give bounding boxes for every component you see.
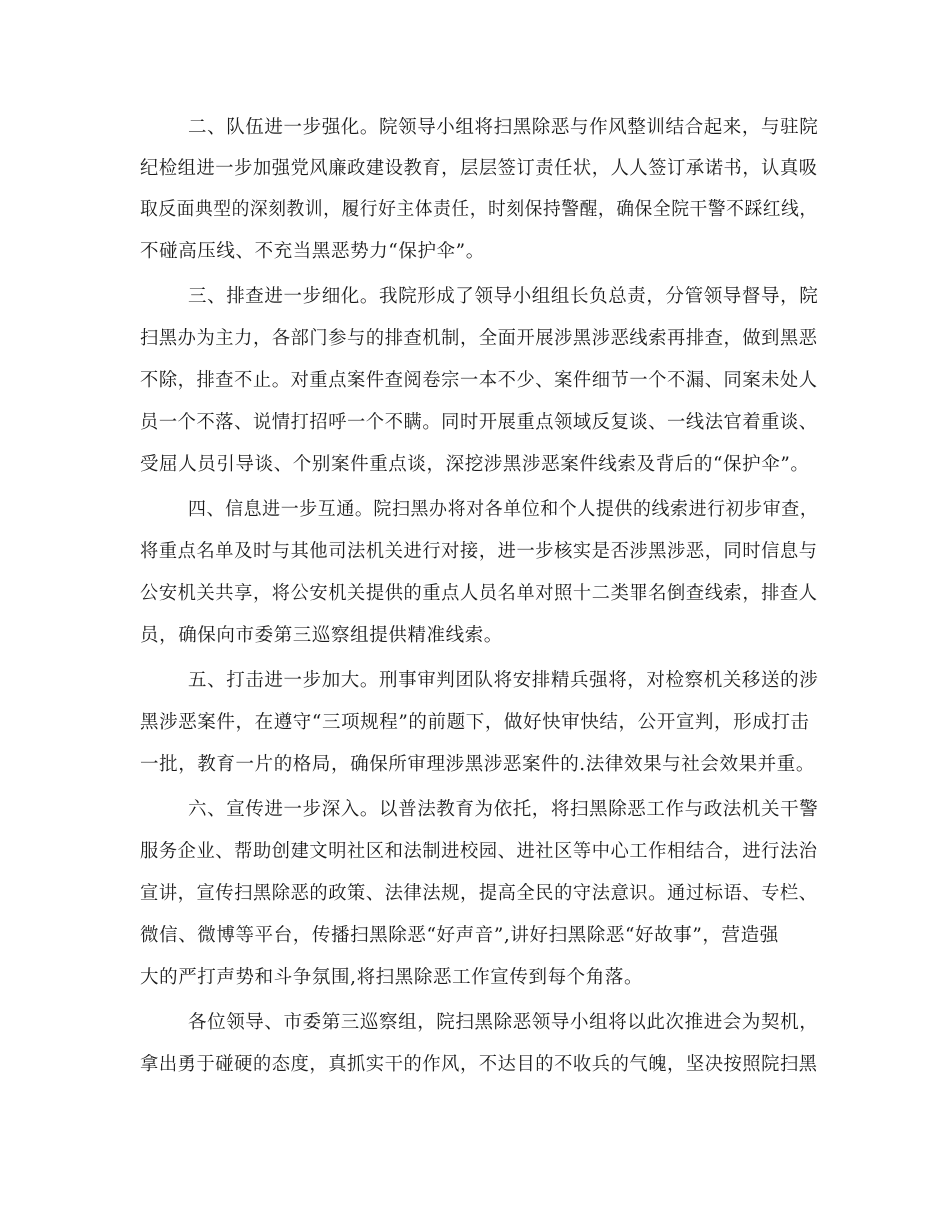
text-line: 二、队伍进一步强化。院领导小组将扫黑除恶与作风整训结合起来，与驻院 (188, 117, 819, 138)
text-line: 不碰高压线、不充当黑恶势力“保护伞”。 (140, 241, 485, 262)
text-line: 宣讲，宣传扫黑除恶的政策、法律法规，提高全民的守法意识。通过标语、专栏、 (140, 883, 818, 904)
text-line: 员，确保向市委第三巡察组提供精准线索。 (140, 625, 503, 646)
text-line: 各位领导、市委第三巡察组，院扫黑除恶领导小组将以此次推进会为契机， (188, 1012, 819, 1033)
text-line: 公安机关共享，将公安机关提供的重点人员名单对照十二类罪名倒查线索，排查人 (140, 583, 818, 604)
text-line: 微信、微博等平台，传播扫黑除恶“好声音”,讲好扫黑除恶“好故事”，营造强 (140, 925, 779, 946)
text-line: 受屈人员引导谈、个别案件重点谈，深挖涉黑涉恶案件线索及背后的“保护伞”。 (140, 454, 810, 475)
text-line: 六、宣传进一步深入。以普法教育为依托，将扫黑除恶工作与政法机关干警 (188, 799, 819, 820)
text-line: 三、排查进一步细化。我院形成了领导小组组长负总责，分管领导督导，院 (188, 286, 819, 307)
text-line: 五、打击进一步加大。刑事审判团队将安排精兵强将，对检察机关移送的涉 (188, 670, 819, 691)
text-line: 服务企业、帮助创建文明社区和法制进校园、进社区等中心工作相结合，进行法治 (140, 841, 818, 862)
text-line: 取反面典型的深刻教训，履行好主体责任，时刻保持警醒，确保全院干警不踩红线， (140, 199, 818, 220)
text-line: 纪检组进一步加强党风廉政建设教育，层层签订责任状，人人签订承诺书，认真吸 (140, 158, 818, 179)
text-line: 不除，排查不止。对重点案件查阅卷宗一本不少、案件细节一个不漏、同案未处人 (140, 370, 818, 391)
text-line: 拿出勇于碰硬的态度，真抓实干的作风，不达目的不收兵的气魄，坚决按照院扫黑 (140, 1054, 818, 1075)
text-line: 员一个不落、说情打招呼一个不瞒。同时开展重点领域反复谈、一线法官着重谈、 (140, 412, 818, 433)
text-line: 将重点名单及时与其他司法机关进行对接，进一步核实是否涉黑涉恶，同时信息与 (140, 541, 818, 562)
text-line: 四、信息进一步互通。院扫黑办将对各单位和个人提供的线索进行初步审查， (188, 499, 819, 520)
text-line: 黑涉恶案件，在遵守“三项规程”的前题下，做好快审快结，公开宣判，形成打击 (140, 712, 810, 733)
text-line: 大的严打声势和斗争氛围,将扫黑除恶工作宣传到每个角落。 (140, 967, 644, 988)
text-line: 扫黑办为主力，各部门参与的排查机制，全面开展涉黑涉恶线索再排查，做到黑恶 (140, 328, 818, 349)
text-line: 一批，教育一片的格局，确保所审理涉黑涉恶案件的.法律效果与社会效果并重。 (140, 754, 815, 775)
